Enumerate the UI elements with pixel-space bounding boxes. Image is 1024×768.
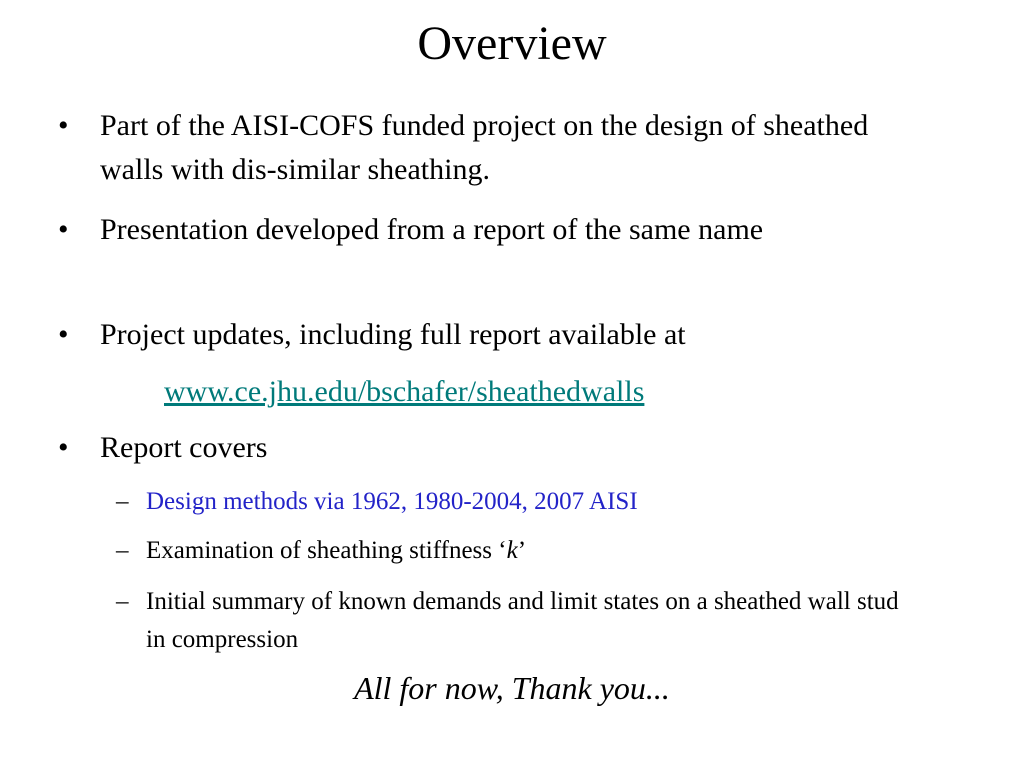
bullet-text: Project updates, including full report available at xyxy=(100,318,686,351)
sub-bullet-marker: – xyxy=(116,537,129,564)
bullet-marker: • xyxy=(58,431,69,464)
sub-bullet-item xyxy=(116,532,906,570)
bullet-item xyxy=(58,426,938,470)
bullet-item xyxy=(58,104,938,192)
sub-bullet-marker: – xyxy=(116,488,129,515)
slide-title: Overview xyxy=(417,17,607,70)
bullet-text: Report covers xyxy=(100,431,268,464)
bullet-marker: • xyxy=(58,318,69,351)
sub-bullet-text xyxy=(146,532,906,570)
closing-message: All for now, Thank you... xyxy=(354,670,670,706)
bullet-text: Presentation developed from a report of the same name xyxy=(100,213,764,246)
sub-bullet-item xyxy=(116,583,906,659)
sub-bullet-item xyxy=(116,483,906,521)
bullet-marker: • xyxy=(58,109,69,142)
sub-bullet-text: Initial summary of known demands and limit states on a sheathed wall stud in compression xyxy=(146,588,899,653)
bullet-item xyxy=(58,208,938,252)
bullet-marker: • xyxy=(58,213,69,246)
project-link[interactable]: www.ce.jhu.edu/bschafer/sheathedwalls xyxy=(164,375,645,408)
bullet-item xyxy=(58,313,938,357)
sub-bullet-text-before: Examination of sheathing stiffness ‘ xyxy=(146,537,507,564)
sub-bullet-text-after: ’ xyxy=(517,537,527,564)
sub-bullet-text: Design methods via 1962, 1980-2004, 2007 AISI xyxy=(146,488,638,515)
stiffness-symbol: k xyxy=(506,537,518,564)
bullet-text: Part of the AISI-COFS funded project on the design of sheathed walls with dis-similar sheathing. xyxy=(100,109,869,186)
sub-bullet-marker: – xyxy=(116,588,129,615)
